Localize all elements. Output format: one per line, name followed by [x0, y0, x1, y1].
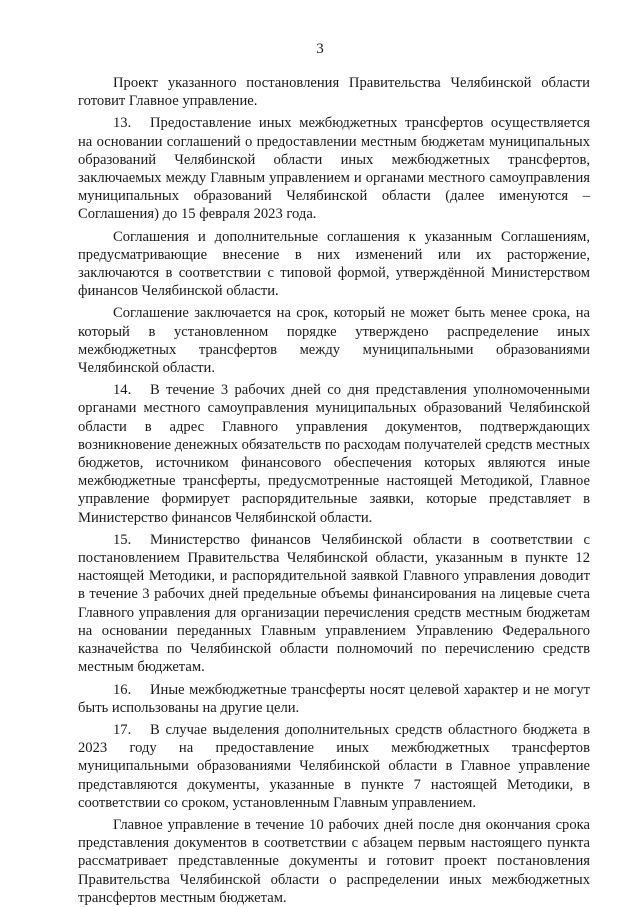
paragraph-17	[78, 721, 590, 812]
document-body	[78, 74, 590, 907]
paragraph-number: 15.	[113, 531, 132, 548]
paragraph-15	[78, 531, 590, 677]
paragraph	[78, 816, 590, 907]
paragraph	[78, 74, 590, 110]
paragraph-text: Иные межбюджетные трансферты носят целевой характер и не могут быть использованы на другие цели.	[78, 681, 590, 716]
paragraph-number: 13.	[113, 115, 132, 132]
paragraph-text: Министерство финансов Челябинской области в соответствии с постановлением Правительства Челябинской области, указанным в пункте 12 настоящей Методики, и распорядительной заявкой Главного управления доводит в течение 3 рабочих дней предельные объемы финансирования на лицевые счета Главного управления для организации перечисления средств местным бюджетам на основании переданных Главным управлением Управлению Федерального казначейства по Челябинской области полномочий по перечислению средств местным бюджетам.	[78, 531, 590, 676]
paragraph-text: В течение 3 рабочих дней со дня представления уполномоченными органами местного самоуправления муниципальных образований Челябинской области в адрес Главного управления документов, подтверждающих возникновение денежных обязательств по расходам получателей средств местных бюджетов, источником финансового обеспечения которых являются иные межбюджетные трансферты, предусмотренные настоящей Методикой, Главное управление формирует распорядительные заявки, которые представляет в Министерство финансов Челябинской области.	[78, 382, 590, 526]
paragraph	[78, 304, 590, 377]
paragraph-text: Предоставление иных межбюджетных трансфертов осуществляется на основании соглашений о предоставлении местным бюджетам муниципальных образований Челябинской области иных межбюджетных трансфертов, заключаемых между Главным управлением и органами местного самоуправления муниципальных образований Челябинской области (далее именуются – Соглашения) до 15 февраля 2023 года.	[78, 115, 590, 223]
paragraph	[78, 228, 590, 301]
paragraph-number: 16.	[113, 681, 132, 698]
paragraph-text: Главное управление в течение 10 рабочих дней после дня окончания срока представления документов в соответствии с абзацем первым настоящего пункта рассматривает представленные документы и готовит проект постановления Правительства Челябинской области о распределении иных межбюджетных трансфертов местным бюджетам.	[78, 816, 590, 906]
paragraph-number: 17.	[113, 721, 132, 738]
paragraph-text: В случае выделения дополнительных средств областного бюджета в 2023 году на предоставление иных межбюджетных трансфертов муниципальными образованиями Челябинской области в Главное управление представляются документы, указанные в пункте 7 настоящей Методики, в соответствии со сроком, установленным Главным управлением.	[78, 721, 590, 811]
page-number: 3	[316, 41, 324, 57]
paragraph-number: 14.	[113, 382, 132, 399]
paragraph-14	[78, 381, 590, 527]
paragraph-text: Проект указанного постановления Правительства Челябинской области готовит Главное управление.	[78, 75, 590, 110]
paragraph-16	[78, 681, 590, 717]
paragraph-text: Соглашение заключается на срок, который не может быть менее срока, на который в установленном порядке утверждено распределение иных межбюджетных трансфертов между муниципальными образованиями Челябинской области.	[78, 305, 590, 377]
paragraph-text: Соглашения и дополнительные соглашения к указанным Соглашениям, предусматривающие внесение в них изменений или их расторжение, заключаются в соответствии с типовой формой, утверждённой Министерством финансов Челябинской области.	[78, 228, 590, 300]
paragraph-13	[78, 114, 590, 223]
